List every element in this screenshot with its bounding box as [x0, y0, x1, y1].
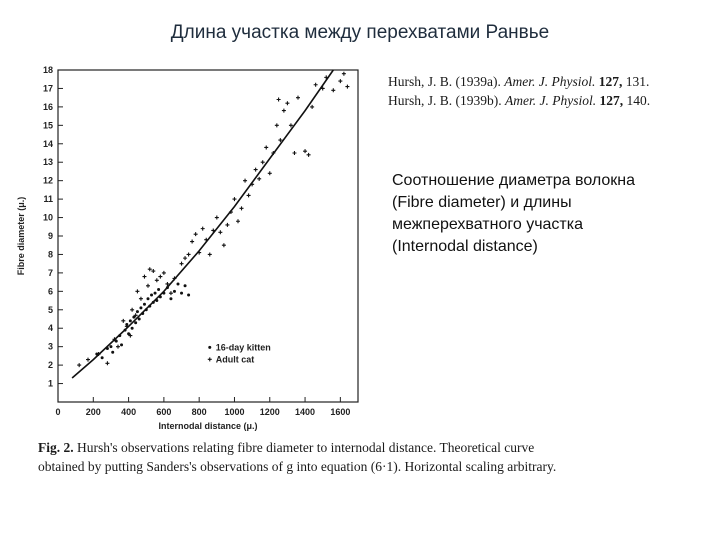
kitten-data-point: [180, 292, 183, 295]
adult-cat-data-point: [225, 223, 229, 227]
kitten-data-point: [134, 321, 137, 324]
kitten-data-point: [129, 319, 132, 322]
adult-cat-data-point: [151, 269, 155, 273]
kitten-data-point: [173, 290, 176, 293]
y-tick-label: 13: [42, 157, 53, 168]
y-tick-label: 11: [43, 194, 53, 205]
russian-caption-line: (Internodal distance): [392, 238, 538, 255]
adult-cat-data-point: [77, 363, 81, 367]
adult-cat-data-point: [162, 271, 166, 275]
adult-cat-data-point: [183, 256, 187, 260]
adult-cat-data-point: [130, 308, 134, 312]
figure-label: Fig. 2.: [38, 440, 74, 455]
kitten-data-point: [157, 288, 160, 291]
adult-cat-data-point: [121, 319, 125, 323]
x-tick-label: 600: [156, 407, 172, 417]
x-tick-label: 200: [85, 407, 101, 417]
russian-caption: [392, 170, 692, 258]
adult-cat-data-point: [310, 105, 314, 109]
kitten-data-point: [109, 345, 112, 348]
kitten-data-point: [154, 292, 157, 295]
y-tick-label: 9: [47, 231, 53, 241]
adult-cat-data-point: [261, 160, 265, 164]
y-tick-label: 4: [47, 323, 53, 334]
x-tick-label: 1200: [259, 407, 280, 417]
y-tick-label: 3: [47, 341, 53, 352]
adult-cat-data-point: [247, 193, 251, 197]
adult-cat-data-point: [264, 145, 268, 149]
reference-author: Hursh, J. B. (1939a).: [388, 74, 501, 89]
y-tick-label: 2: [47, 360, 53, 371]
adult-cat-data-point: [232, 197, 236, 201]
figure-caption-text-1: Hursh's observations relating fibre diameter to internodal distance. Theoretical curve: [77, 440, 535, 455]
kitten-data-point: [184, 284, 187, 287]
x-tick-label: 400: [121, 407, 137, 417]
figure-caption-line-2: obtained by putting Sanders's observations of g into equation (6·1). Horizontal scaling arbitrary.: [38, 459, 557, 474]
y-tick-label: 10: [42, 212, 53, 223]
kitten-data-point: [139, 306, 142, 309]
legend-label: Adult cat: [215, 354, 255, 365]
y-axis-label: Fibre diameter (μ.): [16, 196, 26, 276]
adult-cat-data-point: [139, 297, 143, 301]
adult-cat-data-point: [236, 219, 240, 223]
y-tick-label: 8: [47, 249, 53, 260]
kitten-data-point: [177, 282, 180, 285]
y-tick-label: 16: [42, 101, 53, 112]
y-tick-label: 17: [42, 83, 53, 94]
adult-cat-data-point: [331, 88, 335, 92]
adult-cat-data-point: [194, 232, 198, 236]
slide-title: Длина участка между перехватами Ранвье: [170, 22, 550, 43]
reference-volume: 127,: [599, 93, 624, 108]
adult-cat-data-point: [155, 278, 159, 282]
adult-cat-data-point: [285, 101, 289, 105]
adult-cat-data-point: [342, 72, 346, 76]
theoretical-curve: [72, 70, 333, 378]
y-tick-label: 5: [47, 304, 53, 315]
legend-marker-adult-cat: [208, 357, 212, 361]
adult-cat-data-point: [303, 149, 307, 153]
adult-cat-data-point: [208, 252, 212, 256]
adult-cat-data-point: [292, 151, 296, 155]
kitten-data-point: [120, 343, 123, 346]
x-axis-label: Internodal distance (μ.): [158, 421, 258, 431]
adult-cat-data-point: [142, 275, 146, 279]
legend-label: 16-day kitten: [215, 342, 271, 353]
adult-cat-data-point: [254, 168, 258, 172]
references: [388, 72, 650, 110]
kitten-data-point: [169, 297, 172, 300]
plot-frame: [58, 70, 358, 402]
kitten-data-point: [136, 310, 139, 313]
adult-cat-data-point: [105, 361, 109, 365]
adult-cat-data-point: [257, 177, 261, 181]
kitten-data-point: [111, 351, 114, 354]
adult-cat-data-point: [158, 275, 162, 279]
x-tick-label: 1000: [224, 407, 245, 417]
x-tick-label: 0: [55, 407, 61, 417]
adult-cat-data-point: [277, 98, 281, 102]
kitten-data-point: [143, 303, 146, 306]
legend-marker-kitten: [208, 346, 211, 349]
y-tick-label: 12: [42, 175, 53, 186]
adult-cat-data-point: [240, 206, 244, 210]
kitten-data-point: [131, 327, 134, 330]
x-tick-label: 1600: [330, 407, 351, 417]
adult-cat-data-point: [146, 284, 150, 288]
adult-cat-data-point: [218, 230, 222, 234]
y-tick-label: 18: [42, 65, 53, 75]
y-tick-label: 15: [42, 120, 53, 131]
reference-journal: Amer. J. Physiol.: [504, 74, 596, 89]
kitten-data-point: [127, 332, 130, 335]
russian-caption-line: Соотношение диаметра волокна: [392, 172, 636, 189]
adult-cat-data-point: [282, 109, 286, 113]
adult-cat-data-point: [338, 79, 342, 83]
adult-cat-data-point: [148, 267, 152, 271]
adult-cat-data-point: [345, 85, 349, 89]
russian-caption-line: межперехватного участка: [392, 216, 583, 233]
figure-caption-line-1: [38, 438, 688, 457]
adult-cat-data-point: [296, 96, 300, 100]
adult-cat-data-point: [187, 252, 191, 256]
y-tick-label: 14: [42, 138, 53, 149]
y-tick-label: 6: [47, 286, 53, 297]
figure-caption: [38, 438, 688, 476]
adult-cat-data-point: [86, 358, 90, 362]
adult-cat-data-point: [275, 123, 279, 127]
adult-cat-data-point: [169, 291, 173, 295]
y-tick-label: 7: [47, 267, 53, 278]
adult-cat-data-point: [116, 345, 120, 349]
x-tick-label: 1400: [295, 407, 316, 417]
kitten-data-point: [101, 356, 104, 359]
reference-2: [388, 91, 650, 110]
adult-cat-data-point: [190, 240, 194, 244]
kitten-data-point: [187, 294, 190, 297]
kitten-data-point: [132, 316, 135, 319]
reference-page: 140.: [626, 93, 651, 108]
scatter-chart: [8, 60, 378, 440]
adult-cat-data-point: [314, 83, 318, 87]
reference-volume: 127,: [598, 74, 623, 89]
kitten-data-point: [147, 297, 150, 300]
x-tick-label: 800: [191, 407, 207, 417]
reference-journal: Amer. J. Physiol.: [505, 93, 597, 108]
adult-cat-data-point: [180, 262, 184, 266]
adult-cat-data-point: [307, 153, 311, 157]
kitten-data-point: [150, 294, 153, 297]
y-tick-label: 1: [47, 378, 53, 389]
adult-cat-data-point: [201, 227, 205, 231]
adult-cat-data-point: [135, 289, 139, 293]
reference-page: 131.: [625, 74, 650, 89]
adult-cat-data-point: [268, 171, 272, 175]
adult-cat-data-point: [243, 179, 247, 183]
reference-author: Hursh, J. B. (1939b).: [388, 93, 502, 108]
reference-1: [388, 72, 650, 91]
adult-cat-data-point: [222, 243, 226, 247]
russian-caption-line: (Fibre diameter) и длины: [392, 194, 572, 211]
adult-cat-data-point: [215, 216, 219, 220]
